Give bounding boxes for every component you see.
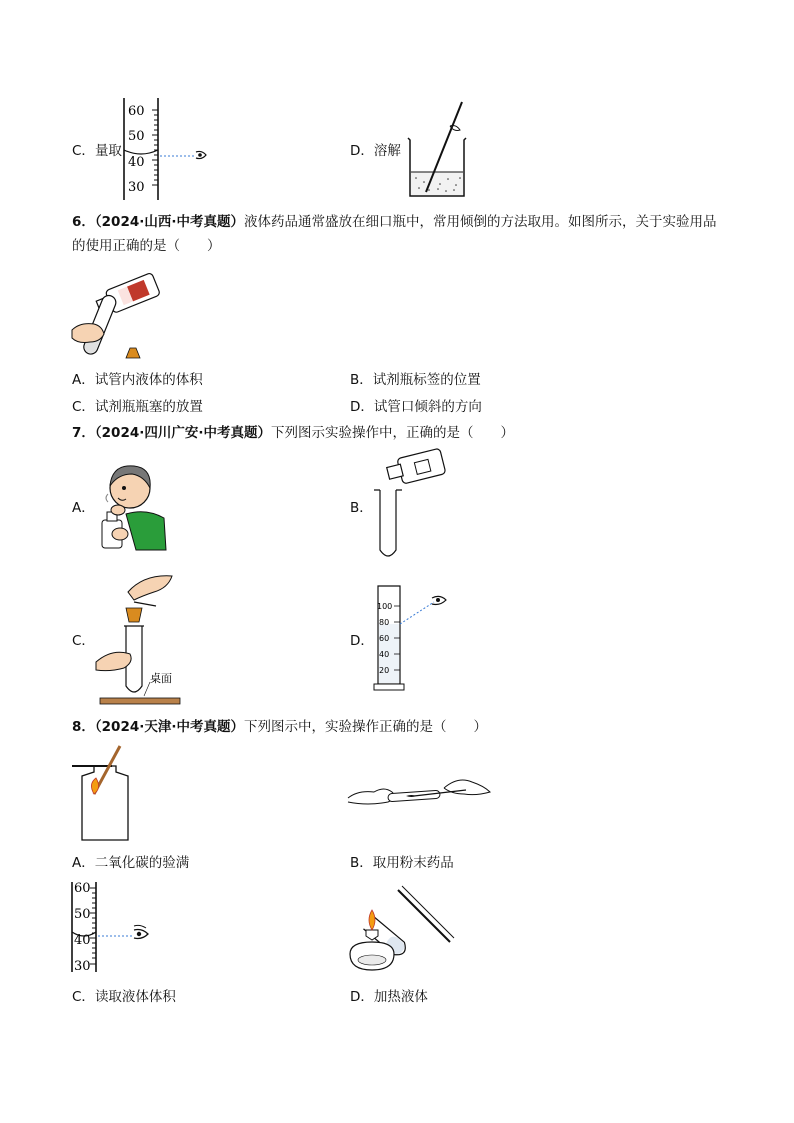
q7-inserting-stopper-figure [94,570,184,710]
question-text-continued: 的使用正确的是（ ） [72,238,221,254]
q7-stem [72,421,732,445]
q5-graduated-cylinder-figure [118,96,218,200]
option-text: 取用粉末药品 [372,855,454,871]
q7-pouring-into-tube-figure [370,450,450,562]
q6-pouring-liquid-figure [70,272,170,364]
tick-label: 80 [379,618,390,627]
q8-cylinder-reading-figure [70,880,160,976]
q6-option-d [350,398,482,416]
eye-icon [134,925,148,938]
option-letter: B． [350,855,373,871]
option-text: 试管口倾斜的方向 [373,399,482,415]
question-number: 6． [72,214,95,230]
option-letter: C． [72,989,95,1005]
option-letter: A． [72,372,95,388]
q8-co2-test-figure [72,744,142,844]
q7-option-d [350,632,374,650]
tick-label: 30 [128,180,145,195]
eye-icon [432,596,446,604]
tick-label: 40 [74,933,91,948]
tick-label: 100 [377,602,393,611]
q6-option-b [350,371,481,389]
q8-stem [72,715,732,739]
option-letter: C． [72,143,95,159]
q7-option-a [72,499,95,517]
q7-cylinder-reading-figure [374,584,454,696]
question-source: （2024·四川广安·中考真题） [94,425,271,441]
option-text: 试管内液体的体积 [94,372,203,388]
tick-label: 60 [128,104,145,119]
option-letter: B． [350,372,373,388]
q8-heating-liquid-figure [344,880,456,976]
q5-option-d [350,142,401,160]
option-letter: D． [350,633,374,649]
q5-beaker-dissolve-figure [404,100,474,200]
option-letter: C． [72,399,95,415]
option-letter: D． [350,989,374,1005]
question-number: 8． [72,719,95,735]
option-letter: A． [72,855,95,871]
q8-powder-transfer-figure [348,776,490,812]
table-label: 桌面 [150,672,172,685]
question-text: 液体药品通常盛放在细口瓶中，常用倾倒的方法取用。如图所示，关于实验用品 [244,214,717,230]
option-letter: D． [350,143,374,159]
option-text: 试剂瓶标签的位置 [372,372,481,388]
q8-option-d [350,988,428,1006]
question-text: 下列图示实验操作中，正确的是（ ） [271,425,514,441]
question-number: 7． [72,425,95,441]
option-text: 二氧化碳的验满 [94,855,190,871]
q6-option-c [72,398,203,416]
q8-option-a [72,854,189,872]
q5-option-c [72,142,122,160]
option-text: 溶解 [373,143,401,159]
option-text: 试剂瓶瓶塞的放置 [94,399,203,415]
q6-option-a [72,371,203,389]
option-letter: D． [350,399,374,415]
tick-label: 60 [379,634,390,643]
option-letter: C． [72,633,95,649]
option-text: 读取液体体积 [94,989,176,1005]
option-text: 加热液体 [373,989,428,1005]
tick-label: 20 [379,666,390,675]
option-text: 量取 [94,143,122,159]
question-text: 下列图示中，实验操作正确的是（ ） [244,719,487,735]
tick-label: 60 [74,881,91,896]
q7-smelling-gas-figure [98,458,170,554]
q7-option-c [72,632,95,650]
tick-label: 50 [128,129,145,144]
eye-icon [196,151,206,158]
q8-option-b [350,854,454,872]
option-letter: A． [72,500,95,516]
q6-stem [72,210,732,258]
option-letter: B． [350,500,373,516]
tick-label: 30 [74,959,91,974]
tick-label: 40 [128,155,145,170]
question-source: （2024·山西·中考真题） [94,214,244,230]
tick-label: 50 [74,907,91,922]
q8-option-c [72,988,176,1006]
question-source: （2024·天津·中考真题） [94,719,244,735]
tick-label: 40 [379,650,390,659]
